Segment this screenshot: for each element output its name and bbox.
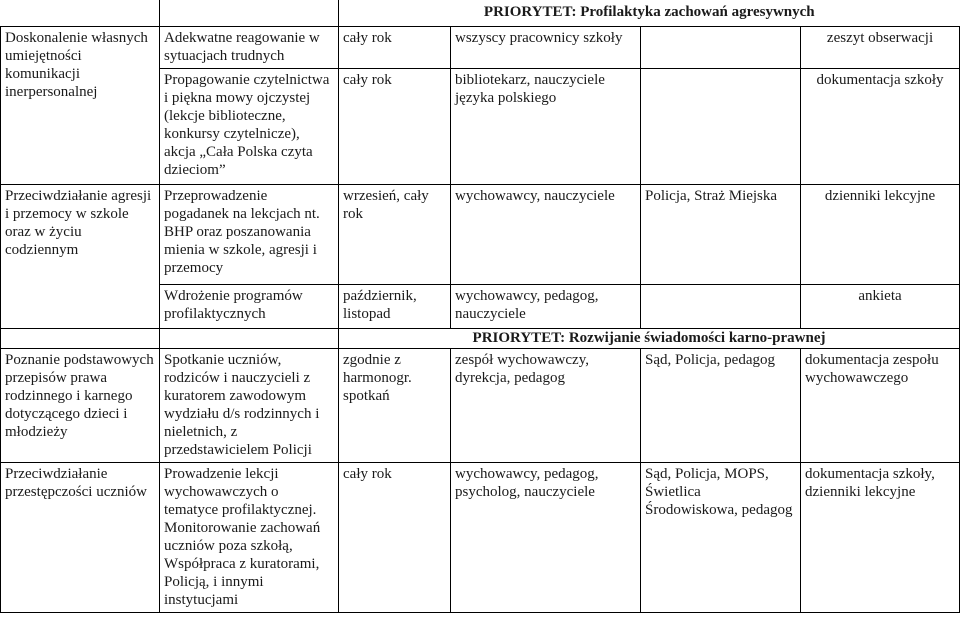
who-cell: bibliotekarz, nauczyciele języka polskiego bbox=[451, 68, 641, 184]
who-cell: wychowawcy, pedagog, nauczyciele bbox=[451, 284, 641, 328]
docs-cell: dzienniki lekcyjne bbox=[801, 184, 960, 284]
who-cell: wychowawcy, pedagog, psycholog, nauczyciele bbox=[451, 462, 641, 612]
docs-cell: dokumentacja szkoły, dzienniki lekcyjne bbox=[801, 462, 960, 612]
docs-cell: dokumentacja zespołu wychowawczego bbox=[801, 348, 960, 462]
priority-heading-2: PRIORYTET: Rozwijanie świadomości karno-prawnej bbox=[339, 328, 960, 348]
time-cell: cały rok bbox=[339, 462, 451, 612]
docs-cell: dokumentacja szkoły bbox=[801, 68, 960, 184]
area-cell: Doskonalenie własnych umiejętności komunikacji inerpersonalnej bbox=[1, 26, 160, 184]
time-cell: cały rok bbox=[339, 68, 451, 184]
partners-cell: Policja, Straż Miejska bbox=[641, 184, 801, 284]
partners-cell bbox=[641, 284, 801, 328]
task-cell: Prowadzenie lekcji wychowawczych o tematyce profilaktycznej. Monitorowanie zachowań uczniów poza szkołą, Współpraca z kuratorami, Policją, i innymi instytucjami bbox=[160, 462, 339, 612]
task-cell: Spotkanie uczniów, rodziców i nauczycieli z kuratorem zawodowym wydziału d/s rodzinnych i nieletnich, z przedstawicielem Policji bbox=[160, 348, 339, 462]
blank-cell bbox=[1, 328, 160, 348]
partners-cell bbox=[641, 68, 801, 184]
task-cell: Przeprowadzenie pogadanek na lekcjach nt. BHP oraz poszanowania mienia w szkole, agresji i przemocy bbox=[160, 184, 339, 284]
task-cell: Propagowanie czytelnictwa i piękna mowy ojczystej (lekcje biblioteczne, konkursy czytelnicze), akcja „Cała Polska czyta dzieciom” bbox=[160, 68, 339, 184]
who-cell: wszyscy pracownicy szkoły bbox=[451, 26, 641, 68]
partners-cell bbox=[641, 26, 801, 68]
task-cell: Wdrożenie programów profilaktycznych bbox=[160, 284, 339, 328]
blank-cell bbox=[160, 328, 339, 348]
priority-heading-1: PRIORYTET: Profilaktyka zachowań agresywnych bbox=[339, 0, 960, 26]
area-cell: Przeciwdziałanie przestępczości uczniów bbox=[1, 462, 160, 612]
partners-cell: Sąd, Policja, MOPS, Świetlica Środowiskowa, pedagog bbox=[641, 462, 801, 612]
time-cell: cały rok bbox=[339, 26, 451, 68]
time-cell: październik, listopad bbox=[339, 284, 451, 328]
docs-cell: ankieta bbox=[801, 284, 960, 328]
who-cell: wychowawcy, nauczyciele bbox=[451, 184, 641, 284]
time-cell: zgodnie z harmonogr. spotkań bbox=[339, 348, 451, 462]
area-cell: Poznanie podstawowych przepisów prawa rodzinnego i karnego dotyczącego dzieci i młodzieży bbox=[1, 348, 160, 462]
blank-cell bbox=[160, 0, 339, 26]
who-cell: zespół wychowawczy, dyrekcja, pedagog bbox=[451, 348, 641, 462]
task-cell: Adekwatne reagowanie w sytuacjach trudnych bbox=[160, 26, 339, 68]
docs-cell: zeszyt obserwacji bbox=[801, 26, 960, 68]
partners-cell: Sąd, Policja, pedagog bbox=[641, 348, 801, 462]
blank-cell bbox=[1, 0, 160, 26]
time-cell: wrzesień, cały rok bbox=[339, 184, 451, 284]
area-cell: Przeciwdziałanie agresji i przemocy w szkole oraz w życiu codziennym bbox=[1, 184, 160, 328]
